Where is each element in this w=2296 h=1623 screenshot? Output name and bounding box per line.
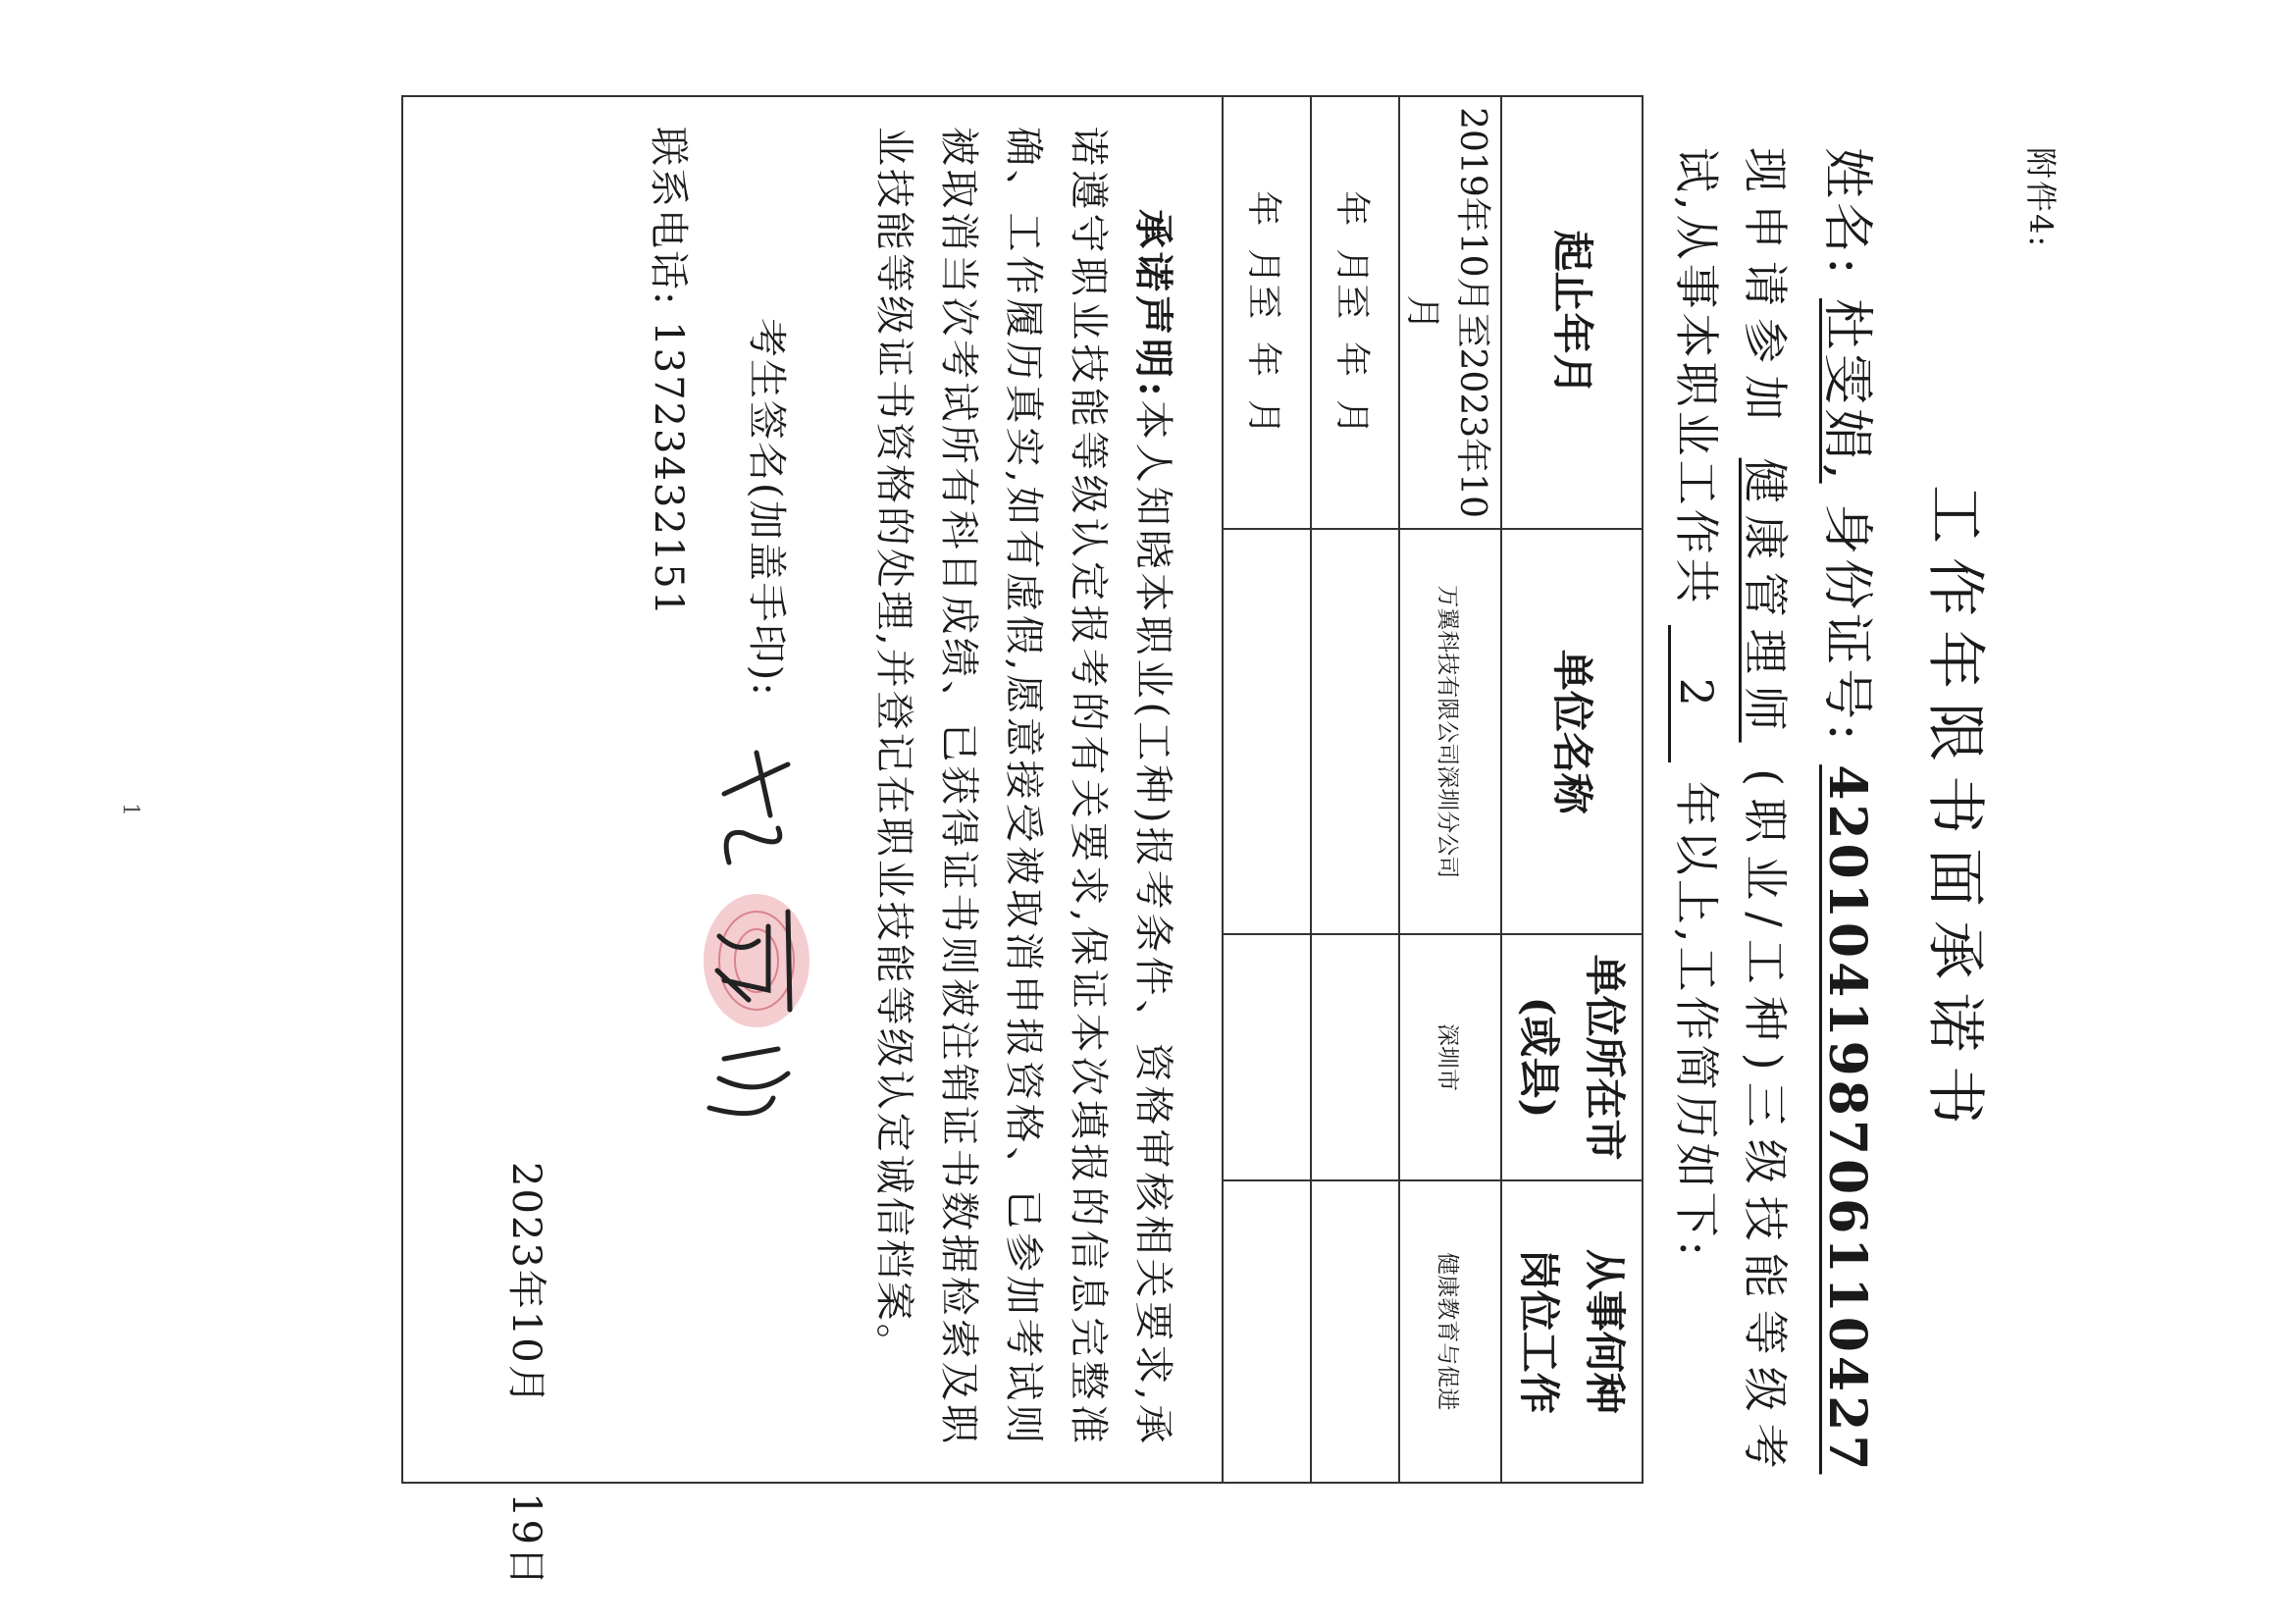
table-row bbox=[1223, 96, 1311, 1483]
header-period: 起止年月 bbox=[1501, 96, 1643, 529]
history-frame bbox=[401, 95, 1644, 1588]
page-number: 1 bbox=[118, 803, 142, 816]
name-value: 杜雯娟, bbox=[1817, 298, 1876, 484]
application-line-1 bbox=[1736, 147, 1800, 1481]
header-company: 单位名称 bbox=[1501, 529, 1643, 934]
apply-line2-suffix: 年以上,工作简历如下: bbox=[1670, 780, 1723, 1260]
row-position bbox=[1223, 1180, 1311, 1483]
work-history-table bbox=[1222, 95, 1644, 1484]
phone-number: 13723432151 bbox=[646, 321, 691, 618]
name-label: 姓名: bbox=[1817, 147, 1876, 279]
row-company bbox=[1223, 529, 1311, 934]
table-header-row bbox=[1501, 96, 1643, 1483]
date-day: 19日 bbox=[503, 1492, 548, 1588]
pledge-statement bbox=[861, 127, 1185, 1446]
years-value: 2 bbox=[1668, 625, 1721, 762]
header-position-line2: 岗位工作 bbox=[1515, 1248, 1563, 1414]
signing-date bbox=[501, 1162, 557, 1588]
apply-prefix: 现申请参加 bbox=[1739, 147, 1792, 432]
pledge-label: 承诺声明: bbox=[1130, 209, 1176, 399]
signature-stroke bbox=[709, 1049, 788, 1114]
identity-line bbox=[1815, 147, 1889, 1474]
apply-middle: (职业/工种)三级技能等级考 bbox=[1739, 768, 1792, 1481]
apply-line2-prefix: 试,从事本职业工作共 bbox=[1670, 147, 1723, 607]
signature-stroke bbox=[724, 753, 788, 863]
document-title: 工作年限书面承诺书 bbox=[1920, 485, 1989, 1138]
header-city-line1: 单位所在市 bbox=[1581, 954, 1630, 1161]
row-period: 年 月至 年 月 bbox=[1223, 96, 1311, 529]
occupation-value: 健康管理师 bbox=[1739, 457, 1792, 743]
date-year-month: 2023年10月 bbox=[503, 1162, 548, 1406]
header-position-line1: 从事何种 bbox=[1581, 1248, 1630, 1414]
row-company: 万翼科技有限公司深圳分公司 bbox=[1399, 529, 1501, 934]
header-city-line2: (或县) bbox=[1515, 996, 1563, 1119]
row-position bbox=[1311, 1180, 1399, 1483]
application-line-2 bbox=[1667, 147, 1732, 1260]
row-company bbox=[1311, 529, 1399, 934]
table-row bbox=[1399, 96, 1501, 1483]
pledge-text: 本人知晓本职业(工种)报考条件、资格审核相关要求,承诺遵守职业技能等级认定报考的有关要求,保证本次填报的信息完整准确、工作履历真实,如有虚假,愿意接受被取消申报资格、已参加考试则被取消当次考试所有科目成绩、已获得证书则被注销证书数据检索及职业技能等级证书资格的处理,并登记在职业技能等级认定诚信档案。 bbox=[871, 127, 1175, 1446]
row-city: 深圳市 bbox=[1399, 934, 1501, 1179]
table-row bbox=[1311, 96, 1399, 1483]
row-position: 健康教育与促进 bbox=[1399, 1180, 1501, 1483]
row-city bbox=[1311, 934, 1399, 1179]
handwritten-signature bbox=[690, 735, 817, 1147]
phone-line bbox=[644, 127, 700, 617]
id-label: 身份证号: bbox=[1817, 503, 1876, 745]
row-period: 年 月至 年 月 bbox=[1311, 96, 1399, 529]
signature-label: 考生签名(加盖手印): bbox=[744, 318, 789, 698]
header-position bbox=[1501, 1180, 1643, 1483]
row-city bbox=[1223, 934, 1311, 1179]
phone-label: 联系电话: bbox=[646, 127, 691, 307]
annex-label: 附件4: bbox=[2022, 147, 2060, 249]
header-city bbox=[1501, 934, 1643, 1179]
row-period: 2019年10月至2023年10月 bbox=[1399, 96, 1501, 529]
id-number: 420104198706110427 bbox=[1817, 764, 1877, 1475]
